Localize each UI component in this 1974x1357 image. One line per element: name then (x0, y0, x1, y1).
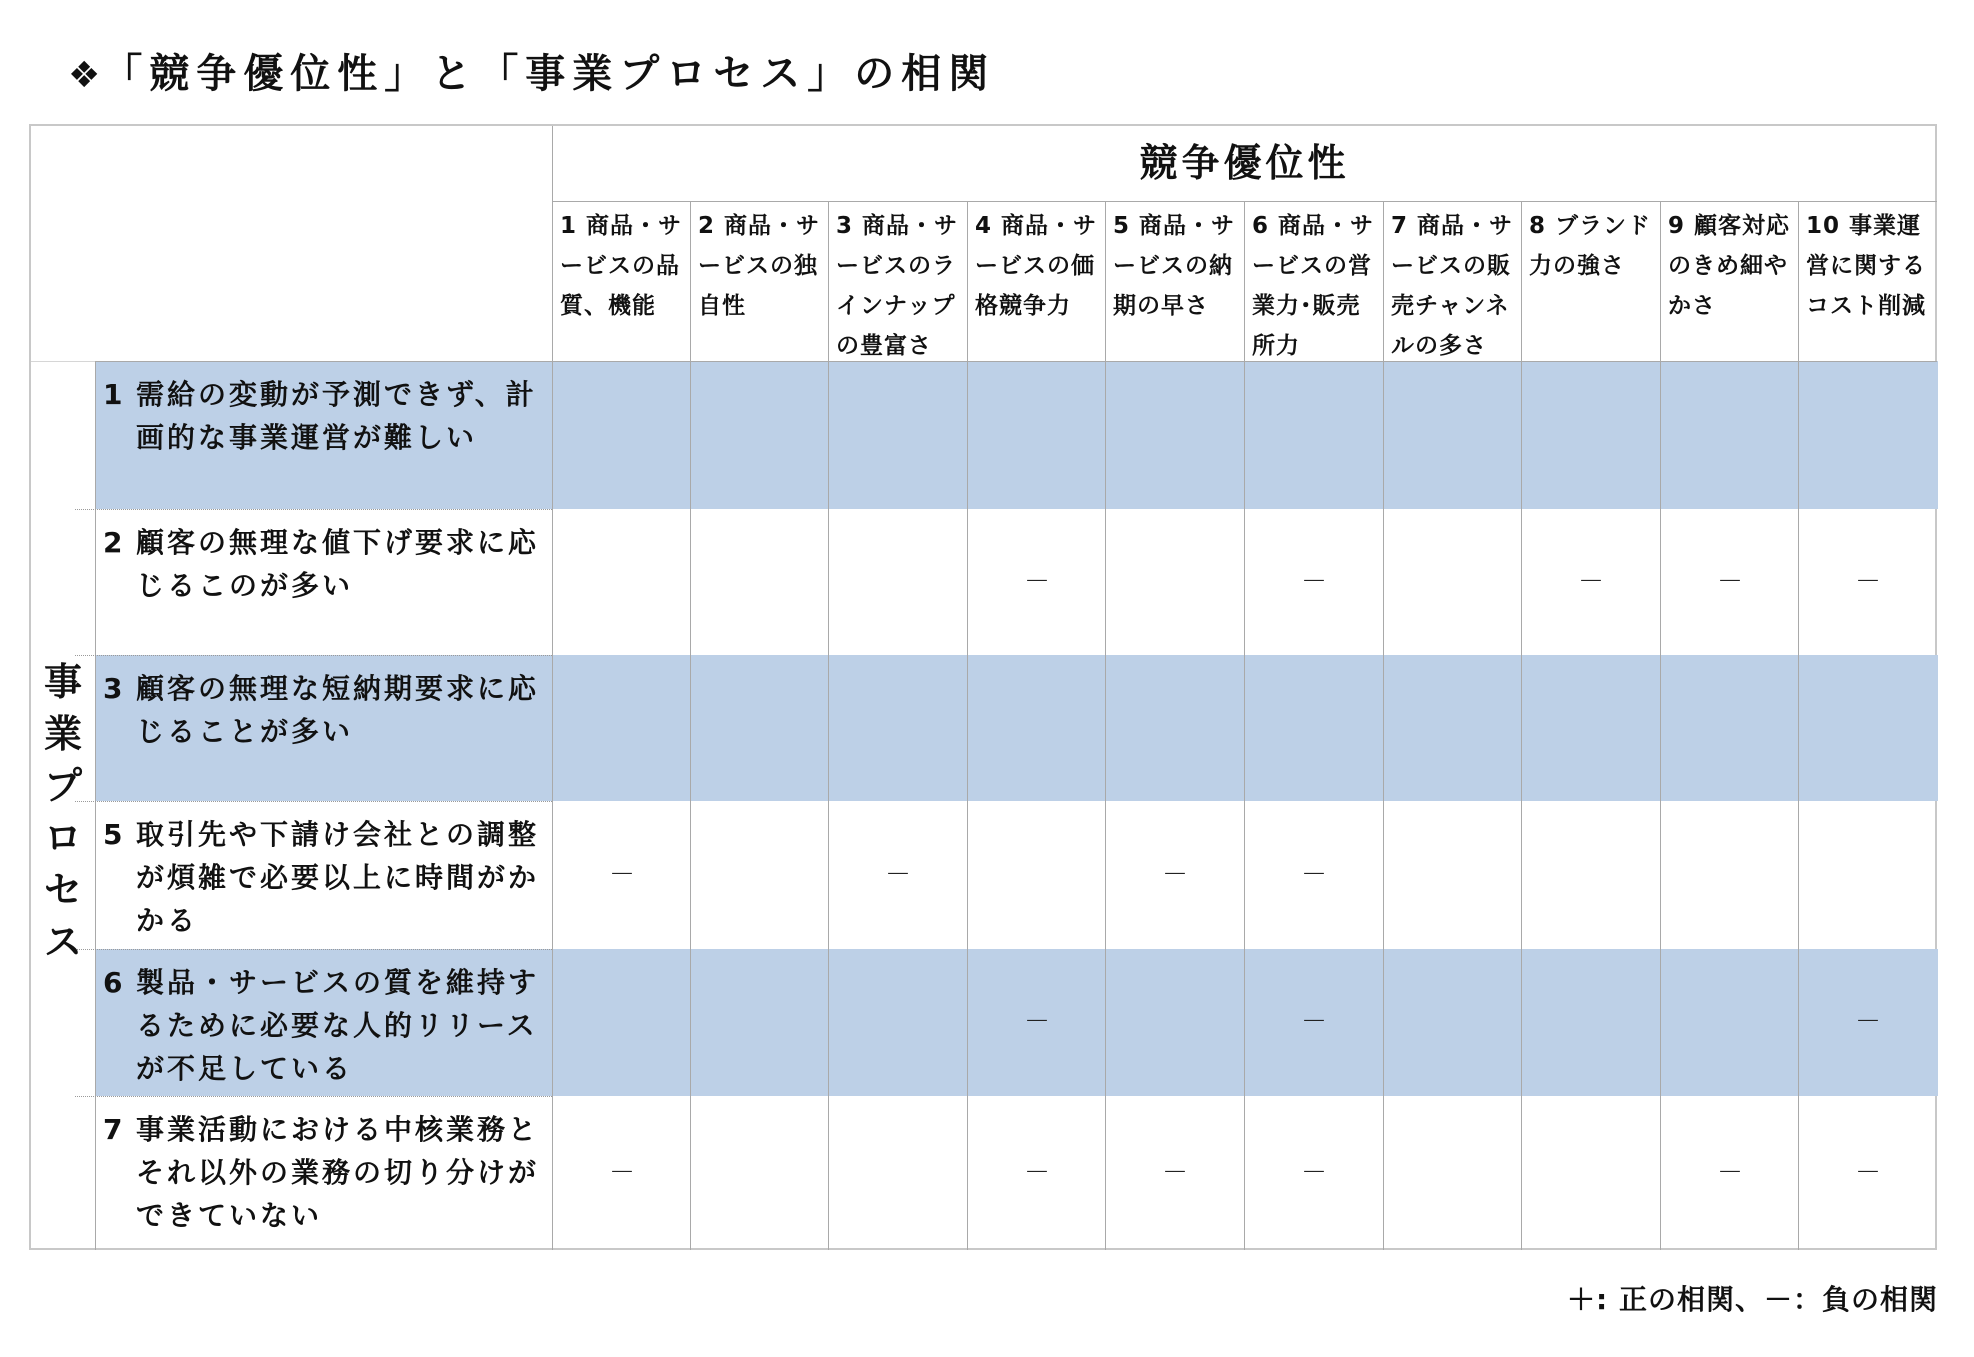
correlation-mark: － (1300, 567, 1327, 597)
column-header-10: 10 事業運営に関するコスト削減 (1806, 213, 1926, 319)
correlation-mark: － (1023, 1158, 1050, 1188)
row-text: 顧客の無理な値下げ要求に応じるこのが多い (136, 526, 540, 602)
row-number: 3 (103, 672, 126, 705)
row-text: 需給の変動が予測できず、計画的な事業運営が難しい (136, 378, 537, 454)
column-header-4: 4 商品・サービスの価格競争力 (975, 213, 1098, 319)
correlation-mark: － (1161, 1158, 1188, 1188)
row-number: 1 (103, 378, 126, 411)
correlation-mark: － (1577, 567, 1604, 597)
header-group-title: 競争優位性 (1139, 141, 1350, 185)
column-header-5: 5 商品・サービスの納期の早さ (1113, 213, 1236, 319)
page-title (68, 44, 995, 104)
row-label (95, 655, 552, 801)
row-number: 6 (103, 966, 126, 999)
correlation-mark: － (1023, 567, 1050, 597)
correlation-mark: － (884, 860, 911, 890)
column-header-8: 8 ブランド力の強さ (1529, 213, 1652, 279)
side-top-line (31, 361, 95, 362)
correlation-mark: － (608, 1158, 635, 1188)
diamond-cluster-icon: ❖ (68, 55, 101, 96)
correlation-mark: － (1716, 567, 1743, 597)
correlation-table (29, 124, 1937, 1250)
row-number: 7 (103, 1113, 126, 1146)
legend: ＋: 正の相関、－：負の相関 (1567, 1283, 1938, 1316)
correlation-mark: － (1716, 1158, 1743, 1188)
correlation-mark: － (1854, 567, 1881, 597)
column-header-6: 6 商品・サービスの営業力･販売所力 (1252, 213, 1375, 359)
row-number: 2 (103, 526, 126, 559)
correlation-mark: － (608, 860, 635, 890)
side-label: 事業プロセス (43, 660, 82, 964)
correlation-mark: － (1300, 1007, 1327, 1037)
row-label (95, 949, 552, 1096)
row-text: 製品・サービスの質を維持するために必要な人的リリースが不足している (136, 966, 540, 1085)
correlation-mark: － (1023, 1007, 1050, 1037)
correlation-mark: － (1854, 1007, 1881, 1037)
row-number: 5 (103, 818, 126, 851)
column-header-2: 2 商品・サービスの独自性 (698, 213, 821, 319)
column-header-9: 9 顧客対応のきめ細やかさ (1668, 213, 1791, 319)
page-title-text: 「競争優位性」と「事業プロセス」の相関 (102, 51, 996, 97)
row-label (95, 1096, 552, 1250)
correlation-mark: － (1300, 1158, 1327, 1188)
column-header-7: 7 商品・サービスの販売チャンネルの多さ (1391, 213, 1514, 359)
correlation-mark: － (1854, 1158, 1881, 1188)
row-text: 顧客の無理な短納期要求に応じることが多い (136, 672, 540, 748)
row-text: 事業活動における中核業務とそれ以外の業務の切り分けができていない (136, 1113, 540, 1232)
row-label (95, 361, 552, 509)
row-label (95, 801, 552, 949)
row-text: 取引先や下請け会社との調整が煩雑で必要以上に時間がかかる (136, 818, 540, 937)
column-header-1: 1 商品・サービスの品質、機能 (560, 213, 683, 319)
column-header-3: 3 商品・サービスのラインナップの豊富さ (836, 213, 959, 359)
row-label (95, 509, 552, 655)
correlation-mark: － (1161, 860, 1188, 890)
correlation-mark: － (1300, 860, 1327, 890)
